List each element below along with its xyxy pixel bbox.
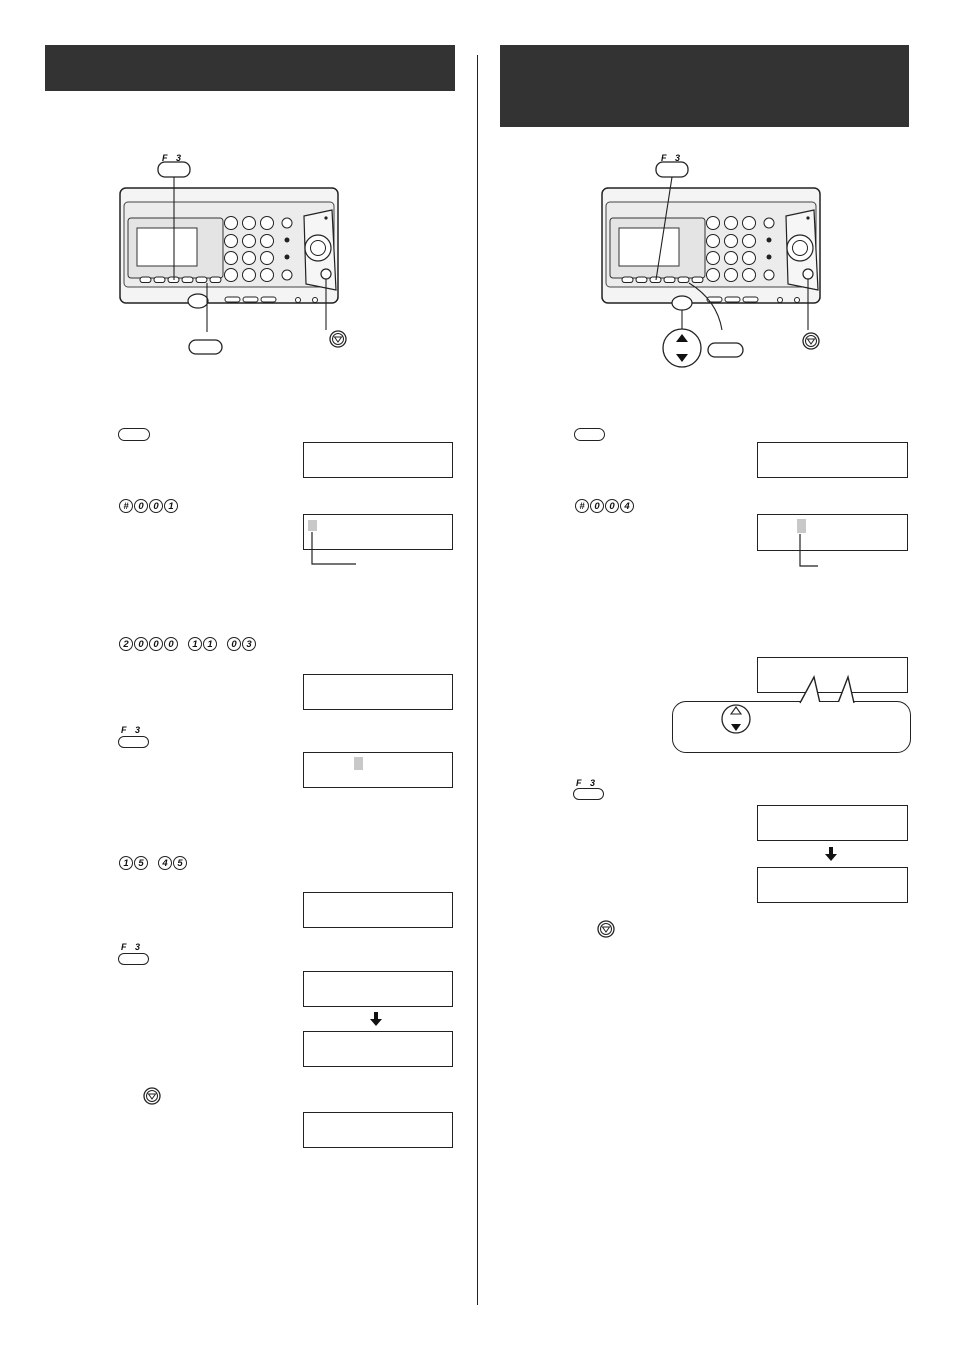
f3-key-label: F 3 (576, 778, 599, 788)
f3-key-label: F 3 (121, 725, 144, 735)
lcd-display (303, 752, 453, 788)
lcd-display (757, 867, 908, 903)
digit-key: 0 (134, 499, 148, 513)
digit-key: 3 (242, 637, 256, 651)
lcd-cursor (354, 757, 363, 770)
lcd-display (303, 892, 453, 928)
lcd-display (303, 1112, 453, 1148)
lcd-display (303, 1031, 453, 1067)
f3-key (118, 736, 149, 748)
down-arrow-icon (825, 847, 837, 866)
key-sequence (119, 634, 257, 652)
key-sequence (119, 496, 179, 514)
fax-panel-illustration-left (110, 150, 360, 360)
digit-key: 0 (134, 637, 148, 651)
digit-key: # (575, 499, 589, 513)
left-section-header (45, 45, 455, 91)
digit-key: 1 (188, 637, 202, 651)
f3-key-label: F 3 (121, 942, 144, 952)
column-divider (477, 55, 478, 1305)
digit-key: 1 (119, 856, 133, 870)
f3-key (118, 953, 149, 965)
lcd-display (303, 442, 453, 478)
digit-key: 4 (158, 856, 172, 870)
key-sequence (119, 853, 188, 871)
right-section-header (500, 45, 909, 127)
digit-key: 0 (149, 499, 163, 513)
stop-icon (597, 920, 615, 938)
stop-icon (143, 1087, 161, 1105)
lcd-display (303, 674, 453, 710)
lcd-display (757, 442, 908, 478)
lcd-display (303, 971, 453, 1007)
cursor-pointer-line (300, 530, 370, 570)
digit-key: 0 (149, 637, 163, 651)
digit-key: 0 (164, 637, 178, 651)
callout-pointer (800, 673, 870, 705)
digit-key: 0 (227, 637, 241, 651)
menu-key (574, 428, 605, 441)
menu-key (118, 428, 150, 441)
key-sequence (575, 496, 635, 514)
down-arrow-icon (370, 1012, 382, 1031)
digit-key: 1 (203, 637, 217, 651)
digit-key: # (119, 499, 133, 513)
up-down-arrow-icon (720, 703, 752, 735)
digit-key: 0 (605, 499, 619, 513)
digit-key: 4 (620, 499, 634, 513)
digit-key: 2 (119, 637, 133, 651)
lcd-cursor (797, 519, 806, 533)
callout-bubble (672, 701, 911, 753)
f3-key-label-left-panel: F 3 (162, 153, 185, 163)
f3-key-label-right-panel: F 3 (661, 153, 684, 163)
digit-key: 0 (590, 499, 604, 513)
cursor-pointer-line (790, 532, 830, 572)
f3-key (573, 788, 604, 800)
fax-panel-illustration-right (592, 150, 842, 370)
digit-key: 5 (134, 856, 148, 870)
lcd-display (757, 514, 908, 551)
digit-key: 1 (164, 499, 178, 513)
digit-key: 5 (173, 856, 187, 870)
lcd-display (757, 805, 908, 841)
